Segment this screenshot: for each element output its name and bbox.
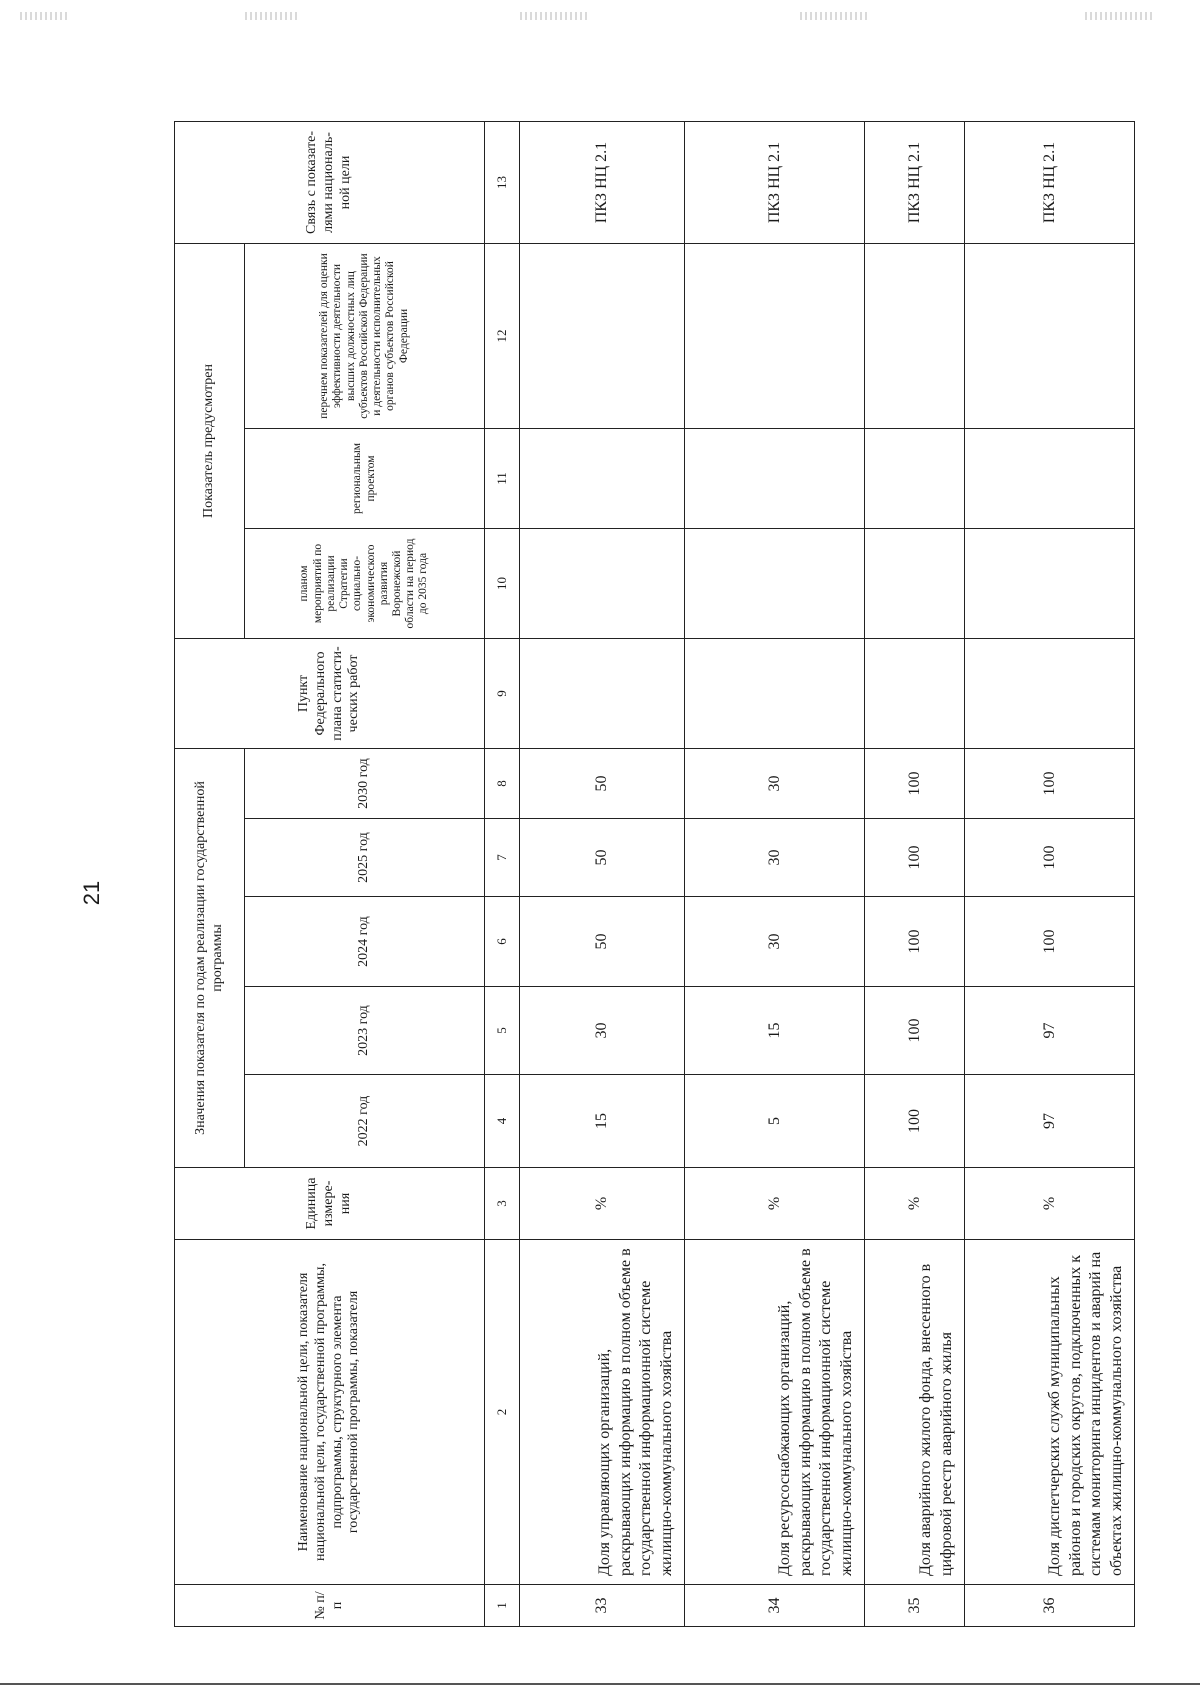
header-year: 2022 год (245, 1075, 485, 1168)
row-empty (865, 529, 965, 639)
row-empty (965, 529, 1135, 639)
row-name: Доля управляющих организаций, раскрывающих информацию в полном объеме в государственной информационной системе жилищно-коммунального хозяйства (520, 1240, 685, 1585)
row-value: 15 (685, 987, 865, 1075)
row-value: 97 (965, 1075, 1135, 1168)
header-provided-group: Показатель предусмотрен (175, 243, 245, 638)
header-fed-plan: Пункт Федерального плана статисти-ческих работ (175, 639, 485, 749)
row-value: 100 (865, 897, 965, 987)
row-empty (965, 639, 1135, 749)
header-num: № п/п (175, 1585, 485, 1627)
row-link: ПКЗ НЦ 2.1 (685, 121, 865, 243)
table-row (965, 121, 1135, 1626)
indicators-table (174, 121, 1135, 1627)
row-empty (520, 529, 685, 639)
row-value: 100 (965, 897, 1135, 987)
row-value: 100 (865, 1075, 965, 1168)
row-unit: % (685, 1168, 865, 1240)
row-empty (520, 429, 685, 529)
column-number: 6 (485, 897, 520, 987)
row-value: 100 (865, 749, 965, 819)
table-row (865, 121, 965, 1626)
row-num: 34 (685, 1585, 865, 1627)
header-year: 2023 год (245, 987, 485, 1075)
row-value: 97 (965, 987, 1135, 1075)
header-plan-strategy: планом мероприятий по реализации Стратегии социально-экономического развития Воронежской области на период до 2035 года (245, 529, 485, 639)
column-number: 2 (485, 1240, 520, 1585)
row-empty (520, 639, 685, 749)
row-empty (965, 429, 1135, 529)
row-value: 30 (685, 749, 865, 819)
column-number: 7 (485, 819, 520, 897)
header-regional: региональным проектом (245, 429, 485, 529)
column-number: 12 (485, 243, 520, 428)
row-num: 33 (520, 1585, 685, 1627)
column-number: 13 (485, 121, 520, 243)
row-empty (685, 529, 865, 639)
column-number: 8 (485, 749, 520, 819)
header-year: 2030 год (245, 749, 485, 819)
row-name: Доля аварийного жилого фонда, внесенного в цифровой реестр аварийного жилья (865, 1240, 965, 1585)
row-empty (520, 243, 685, 428)
row-empty (685, 639, 865, 749)
row-value: 50 (520, 749, 685, 819)
row-value: 50 (520, 819, 685, 897)
table-row (520, 121, 685, 1626)
row-empty (965, 243, 1135, 428)
column-numbers-row (485, 121, 520, 1626)
column-number: 10 (485, 529, 520, 639)
column-number: 9 (485, 639, 520, 749)
header-list-indicators: перечнем показателей для оценки эффективности деятельности высших должностных лиц субъектов Российской Федерации и деятельности исполнительных органов субъектов Российской Федерации (245, 243, 485, 428)
row-value: 100 (965, 749, 1135, 819)
scan-artifact (800, 12, 870, 20)
row-empty (865, 243, 965, 428)
header-year: 2025 год (245, 819, 485, 897)
header-year: 2024 год (245, 897, 485, 987)
row-num: 36 (965, 1585, 1135, 1627)
row-name: Доля ресурсоснабжающих организаций, раскрывающих информацию в полном объеме в государственной информационной системе жилищно-коммунального хозяйства (685, 1240, 865, 1585)
scan-bottom-edge (0, 1683, 1200, 1685)
row-value: 100 (865, 987, 965, 1075)
row-value: 30 (685, 819, 865, 897)
row-unit: % (520, 1168, 685, 1240)
row-empty (685, 429, 865, 529)
row-link: ПКЗ НЦ 2.1 (865, 121, 965, 243)
row-value: 100 (965, 819, 1135, 897)
rotated-table-container (174, 122, 1129, 1627)
scan-artifact (245, 12, 300, 20)
row-unit: % (965, 1168, 1135, 1240)
row-value: 50 (520, 897, 685, 987)
column-number: 1 (485, 1585, 520, 1627)
row-value: 5 (685, 1075, 865, 1168)
column-number: 5 (485, 987, 520, 1075)
row-link: ПКЗ НЦ 2.1 (520, 121, 685, 243)
row-empty (685, 243, 865, 428)
column-number: 3 (485, 1168, 520, 1240)
header-name: Наименование национальной цели, показателя национальной цели, государственной программы, подпрограммы, структурного элемента государственной программы, показателя (175, 1240, 485, 1585)
row-value: 15 (520, 1075, 685, 1168)
row-num: 35 (865, 1585, 965, 1627)
scan-artifact (520, 12, 590, 20)
page-number: 21 (79, 880, 104, 906)
header-link: Связь с показате-лями националь-ной цели (175, 121, 485, 243)
row-unit: % (865, 1168, 965, 1240)
row-value: 30 (520, 987, 685, 1075)
column-number: 4 (485, 1075, 520, 1168)
row-value: 30 (685, 897, 865, 987)
header-values-group: Значения показателя по годам реализации государственной программы (175, 749, 245, 1168)
header-unit: Единица измере-ния (175, 1168, 485, 1240)
row-value: 100 (865, 819, 965, 897)
scan-artifact (20, 12, 70, 20)
row-empty (865, 429, 965, 529)
scan-artifact (1085, 12, 1155, 20)
column-number: 11 (485, 429, 520, 529)
row-name: Доля диспетчерских служб муниципальных районов и городских округов, подключенных к системам мониторинга инцидентов и аварий на объектах жилищно-коммунального хозяйства (965, 1240, 1135, 1585)
table-row (685, 121, 865, 1626)
row-link: ПКЗ НЦ 2.1 (965, 121, 1135, 243)
row-empty (865, 639, 965, 749)
